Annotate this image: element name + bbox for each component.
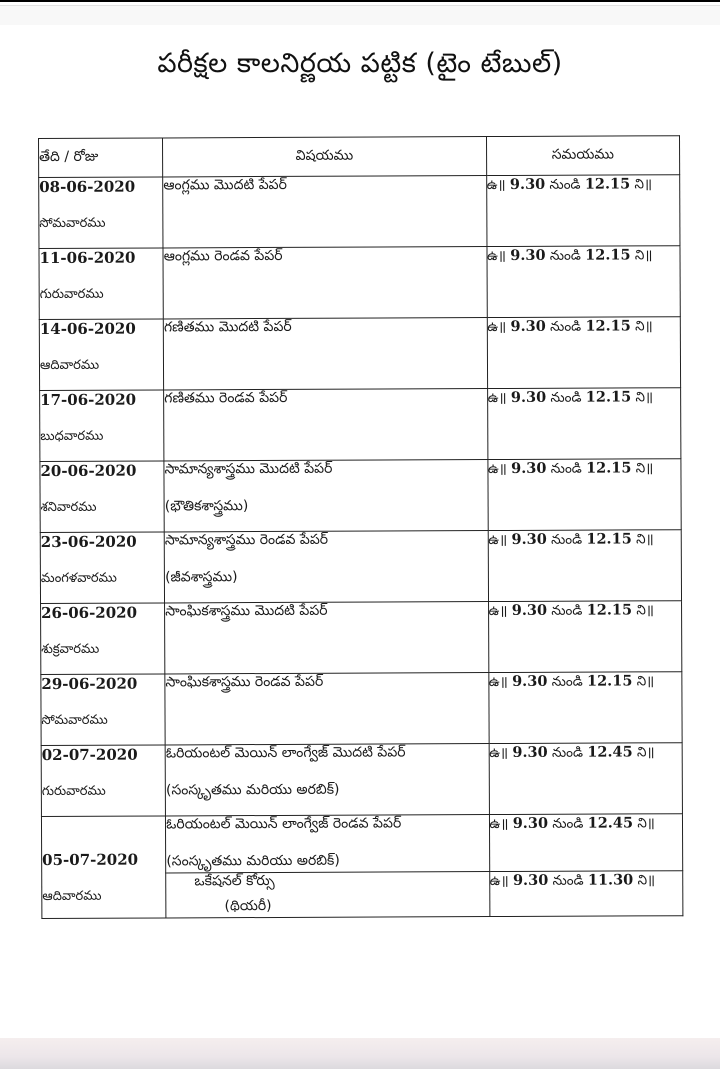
timetable: [38, 135, 683, 919]
time-prefix: ఉ॥: [488, 602, 508, 620]
time-connector: నుండి: [552, 815, 584, 832]
subject-cell: [164, 531, 488, 603]
time-suffix: ని॥: [636, 602, 654, 619]
time-suffix: ని॥: [637, 872, 656, 889]
time-prefix: ఉ॥: [487, 460, 507, 478]
time-cell: [489, 814, 683, 872]
time-cell: [487, 317, 681, 389]
exam-day: మంగళవారము: [40, 570, 117, 586]
table-row: [40, 459, 681, 533]
table-row: [39, 175, 680, 249]
subject-subtitle: (జీవశాస్త్రము): [165, 569, 238, 586]
time-end: 12.15: [585, 246, 631, 264]
time-prefix: ఉ॥: [487, 389, 507, 407]
time-cell: [487, 388, 681, 460]
subject-cell: [165, 673, 489, 745]
table-row: [41, 672, 682, 746]
exam-date: 26-06-2020: [41, 603, 138, 622]
page-title: పరీక్షల కాలనిర్ణయ పట్టిక (టైం టేబుల్): [157, 48, 563, 79]
time-start: 9.30: [510, 246, 546, 264]
date-cell: [41, 816, 166, 919]
subject-name: సాంఘికశాస్త్రము మొదటి పేపర్: [165, 602, 328, 620]
time-end: 12.15: [585, 317, 631, 335]
time-suffix: ని॥: [637, 815, 655, 832]
time-start: 9.30: [511, 601, 548, 619]
date-cell: [40, 390, 164, 462]
table-row: [41, 743, 682, 817]
time-cell: [489, 743, 683, 815]
subject-name: గణితము రెండవ పేపర్: [164, 389, 288, 407]
time-cell: [488, 601, 682, 673]
subject-subtitle: [164, 355, 486, 356]
time-suffix: ని॥: [635, 318, 653, 335]
subject-name: సాంఘికశాస్త్రము రెండవ పేపర్: [165, 673, 324, 691]
subject-name: గణితము మొదటి పేపర్: [163, 318, 292, 336]
time-end: 12.45: [587, 814, 634, 832]
subject-subtitle: (సంస్కృతము మరియు అరబిక్): [165, 781, 340, 799]
date-cell: [40, 461, 164, 533]
subject-cell: [164, 389, 488, 461]
time-suffix: ని॥: [636, 744, 655, 761]
time-start: 9.30: [511, 530, 547, 548]
table-header-row: [39, 136, 680, 178]
exam-date: 17-06-2020: [40, 390, 137, 409]
time-start: 9.30: [512, 871, 549, 889]
subject-cell: [164, 460, 488, 532]
header-subject: విషయము: [163, 137, 487, 177]
time-suffix: ని॥: [636, 673, 655, 690]
time-prefix: ఉ॥: [487, 247, 506, 265]
time-cell: [486, 175, 680, 247]
exam-day: గురువారము: [39, 286, 104, 302]
exam-date: 02-07-2020: [41, 745, 138, 764]
time-start: 9.30: [512, 743, 548, 761]
time-suffix: ని॥: [634, 247, 653, 264]
time-connector: నుండి: [550, 389, 582, 406]
time-end: 12.15: [584, 175, 631, 193]
time-cell: [488, 672, 682, 744]
exam-day: గురువారము: [41, 783, 106, 799]
time-end: 12.15: [585, 388, 632, 406]
time-start: 9.30: [512, 814, 549, 832]
subject-cell: [163, 247, 487, 319]
time-end: 11.30: [587, 871, 634, 889]
time-connector: నుండి: [551, 673, 583, 690]
exam-date: 29-06-2020: [41, 674, 138, 693]
subject-subtitle: [165, 639, 487, 640]
subject-name: ఓరియంటల్ మెయిన్ లాంగ్వేజ్ మొదటి పేపర్: [165, 744, 406, 762]
exam-date: 11-06-2020: [39, 248, 136, 267]
subject-cell: [166, 815, 490, 873]
top-border: [0, 0, 720, 2]
date-cell: [41, 745, 165, 817]
time-end: 12.15: [586, 459, 632, 477]
time-cell: [487, 246, 681, 318]
subject-subtitle: [166, 710, 488, 711]
subject-name: ఓరియంటల్ మెయిన్ లాంగ్వేజ్ రెండవ పేపర్: [166, 815, 402, 833]
subject-subtitle: (సంస్కృతము మరియు అరబిక్): [166, 852, 340, 870]
time-suffix: ని॥: [634, 176, 653, 193]
table-row: [39, 246, 680, 320]
table-row: [41, 814, 682, 874]
date-cell: [39, 177, 163, 249]
time-connector: నుండి: [551, 744, 584, 761]
subject-cell: [165, 602, 489, 674]
subject-cell: [163, 176, 487, 248]
top-band: [0, 5, 720, 25]
exam-date: 08-06-2020: [39, 177, 136, 196]
subject-name: ఆంగ్లము మొదటి పేపర్: [163, 176, 287, 194]
time-connector: నుండి: [552, 872, 584, 889]
subject-cell: [166, 872, 490, 918]
time-start: 9.30: [510, 317, 546, 335]
exam-day: ఆదివారము: [42, 888, 102, 904]
exam-day: ఆదివారము: [39, 357, 100, 373]
time-connector: నుండి: [550, 460, 582, 477]
exam-date: 20-06-2020: [40, 461, 137, 480]
time-start: 9.30: [510, 388, 547, 406]
time-prefix: ఉ॥: [487, 318, 507, 336]
exam-date: 05-07-2020: [42, 850, 139, 869]
time-end: 12.15: [586, 530, 632, 548]
exam-day: సోమవారము: [39, 215, 106, 231]
time-prefix: ఉ॥: [489, 872, 509, 890]
table-row: [39, 317, 680, 391]
header-time: సమయము: [486, 136, 680, 176]
exam-day: శనివారము: [40, 499, 97, 515]
table-row: [41, 601, 682, 675]
subject-name: సామాన్యశాస్త్రము రెండవ పేపర్: [164, 531, 329, 549]
time-suffix: ని॥: [635, 389, 654, 406]
time-connector: నుండి: [549, 247, 581, 264]
time-cell: [489, 871, 683, 917]
time-start: 9.30: [509, 175, 546, 193]
table-row: [40, 388, 681, 462]
table-row: [40, 530, 681, 604]
time-cell: [487, 459, 681, 531]
exam-day: సోమవారము: [41, 712, 108, 728]
subject-cell: [163, 318, 487, 390]
time-end: 12.15: [586, 672, 633, 690]
exam-day: బుధవారము: [40, 428, 104, 444]
subject-name: సామాన్యశాస్త్రము మొదటి పేపర్: [164, 460, 333, 478]
time-cell: [488, 530, 682, 602]
time-prefix: ఉ॥: [488, 531, 508, 549]
time-connector: నుండి: [549, 176, 581, 193]
time-start: 9.30: [512, 672, 548, 690]
time-suffix: ని॥: [636, 531, 654, 548]
time-prefix: ఉ॥: [486, 176, 506, 194]
subject-subtitle: [164, 284, 486, 285]
time-prefix: ఉ॥: [489, 815, 509, 833]
subject-subtitle: (భౌతికశాస్త్రము): [164, 498, 249, 515]
exam-date: 14-06-2020: [39, 319, 136, 338]
subject-subtitle: [163, 213, 485, 214]
subject-name: ఒకేషనల్ కోర్సు: [194, 872, 275, 890]
time-end: 12.45: [587, 743, 633, 761]
date-cell: [39, 248, 163, 320]
time-prefix: ఉ॥: [488, 673, 508, 691]
time-connector: నుండి: [551, 531, 583, 548]
date-cell: [41, 603, 165, 675]
time-start: 9.30: [511, 459, 547, 477]
time-prefix: ఉ॥: [489, 744, 509, 762]
time-end: 12.15: [586, 601, 633, 619]
date-cell: [41, 674, 165, 746]
time-connector: నుండి: [551, 602, 583, 619]
date-cell: [39, 319, 163, 391]
header-date-day: తేది / రోజు: [39, 138, 163, 178]
subject-name: ఆంగ్లము రెండవ పేపర్: [163, 247, 283, 265]
bottom-band: [0, 1038, 720, 1069]
subject-subtitle: (థియరీ): [224, 897, 272, 915]
date-cell: [40, 532, 164, 604]
subject-subtitle: [164, 426, 486, 427]
time-connector: నుండి: [550, 318, 582, 335]
subject-cell: [165, 744, 489, 816]
exam-date: 23-06-2020: [40, 532, 137, 551]
time-suffix: ని॥: [635, 460, 654, 477]
exam-day: శుక్రవారము: [41, 641, 100, 657]
